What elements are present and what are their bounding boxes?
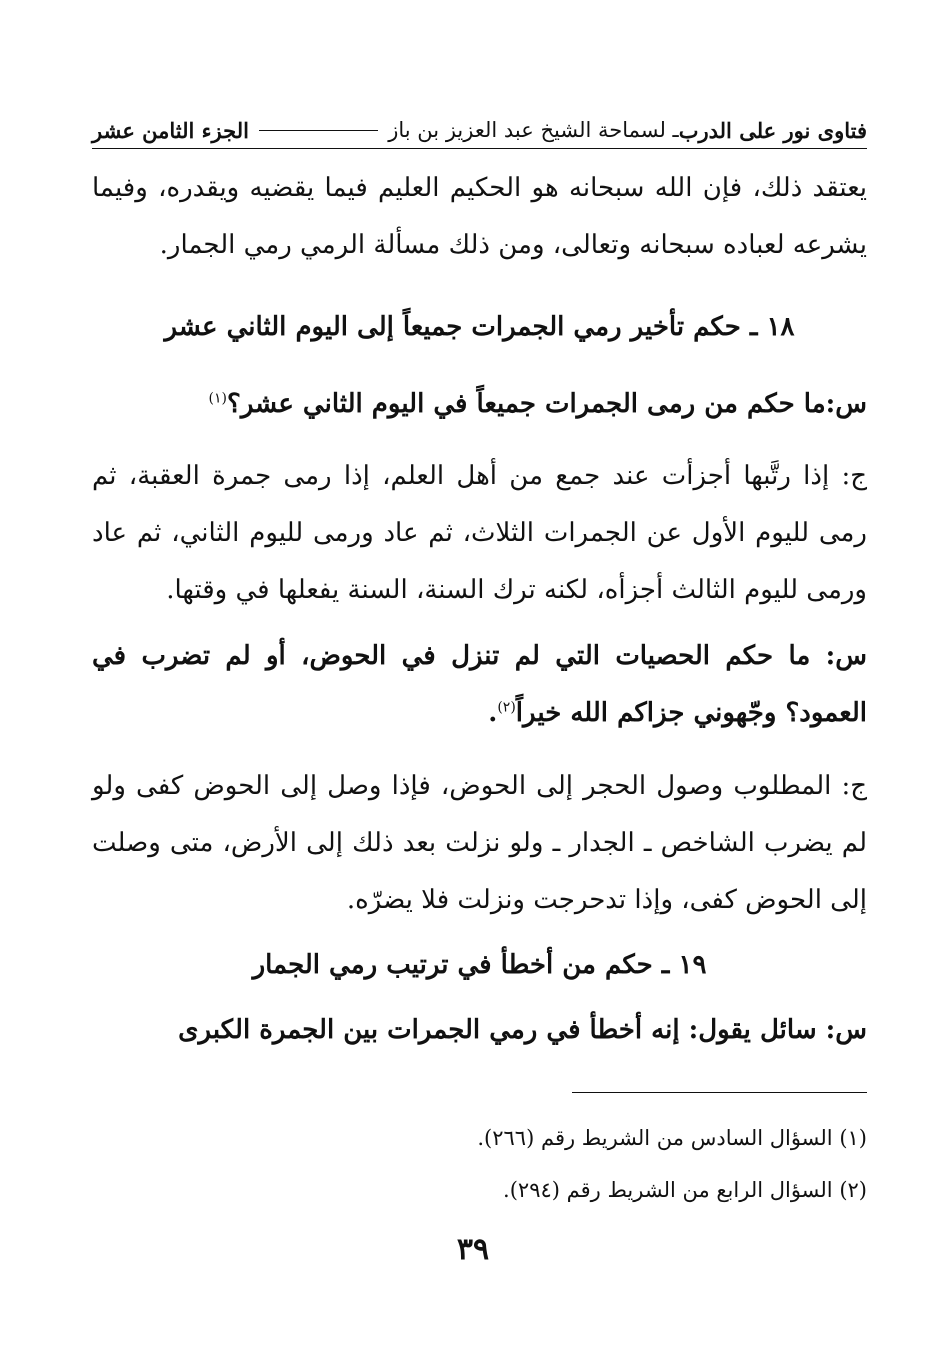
page-number: ٣٩ (456, 1232, 490, 1267)
question-2-end: . (488, 698, 498, 728)
part-label: الجزء الثامن عشر (92, 117, 249, 143)
footnote-ref-1: (١) (208, 390, 228, 407)
answer-2: ج: المطلوب وصول الحجر إلى الحوض، فإذا وصل إلى الحوض كفى ولو لم يضرب الشاخص ـ الجدار ـ ولو نزلت بعد ذلك إلى الأرض، متى وصلت إلى الحوض كفى، وإذا تدحرجت ونزلت فلا يضرّه. (92, 771, 867, 915)
section-19-heading: ١٩ ـ حكم من أخطأ في ترتيب رمي الجمار (252, 950, 707, 980)
author-name: ـ لسماحة الشيخ عبد العزيز بن باز (388, 118, 679, 142)
footnote-1: (١) السؤال السادس من الشريط رقم (٢٦٦). (477, 1126, 867, 1150)
footnote-divider (572, 1092, 867, 1093)
question-1-text: س:ما حكم من رمى الجمرات جميعاً في اليوم الثاني عشر؟ (227, 389, 867, 419)
running-header (92, 112, 867, 149)
footnote-ref-2: (٢) (497, 699, 516, 716)
answer-1: ج: إذا رتَّبها أجزأت عند جمع من أهل العلم، إذا رمى جمرة العقبة، ثم رمى لليوم الأول عن الجمرات الثلاث، ثم عاد ورمى لليوم الثاني، ثم عاد ورمى لليوم الثالث أجزأه، لكنه ترك السنة، السنة يفعلها في وقتها. (92, 461, 867, 605)
header-rule (259, 130, 378, 131)
question-2-text: س: ما حكم الحصيات التي لم تنزل في الحوض، أو لم تضرب في العمود؟ وجّهوني جزاكم الله خيراً (92, 641, 867, 728)
footnote-2: (٢) السؤال الرابع من الشريط رقم (٢٩٤). (503, 1178, 867, 1202)
question-1 (92, 376, 867, 433)
question-2 (92, 628, 867, 742)
book-title: فتاوى نور على الدرب (678, 117, 867, 143)
intro-paragraph: يعتقد ذلك، فإن الله سبحانه هو الحكيم العليم فيما يقضيه ويقدره، وفيما يشرعه لعباده سبحانه وتعالى، ومن ذلك مسألة الرمي رمي الجمار. (92, 173, 867, 260)
section-18-heading: ١٨ ـ حكم تأخير رمي الجمرات جميعاً إلى اليوم الثاني عشر (164, 312, 795, 342)
question-3: س: سائل يقول: إنه أخطأ في رمي الجمرات بين الجمرة الكبرى (178, 1015, 867, 1045)
